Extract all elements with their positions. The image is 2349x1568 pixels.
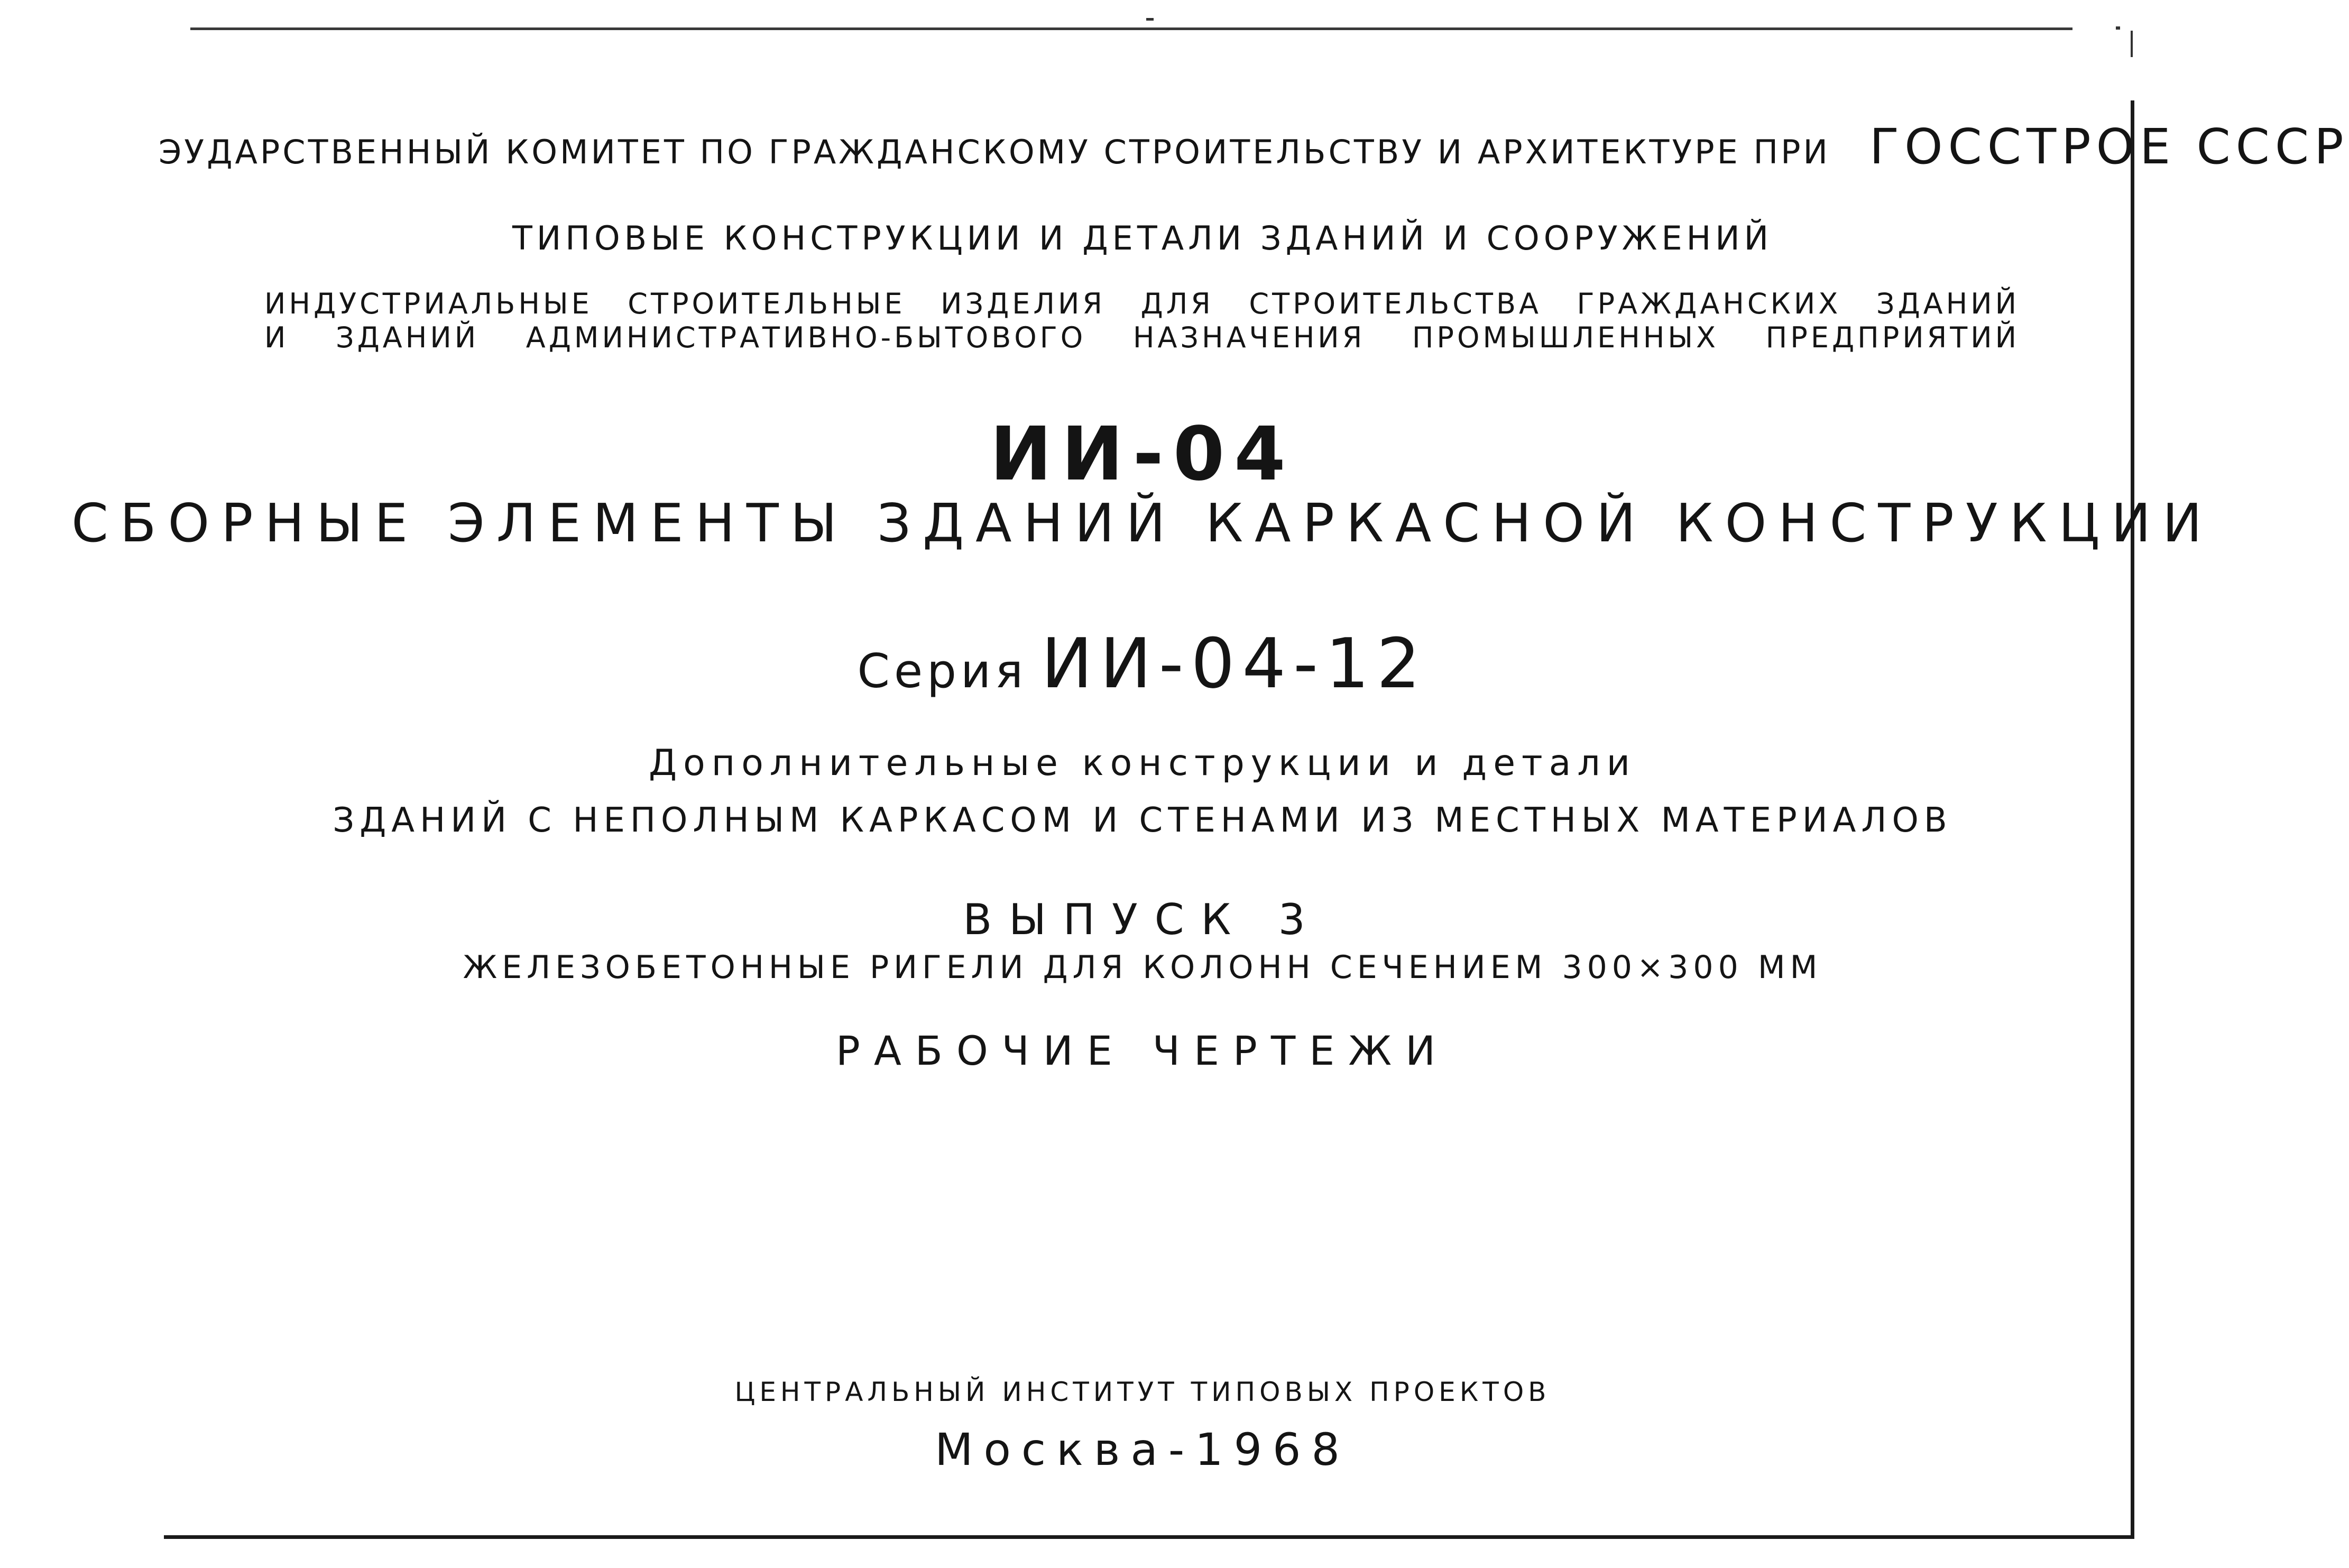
border-tick-mark bbox=[1146, 18, 1154, 21]
series-name: СБОРНЫЕ ЭЛЕМЕНТЫ ЗДАНИЙ КАРКАСНОЙ КОНСТРУКЦИИ bbox=[71, 492, 2214, 554]
publisher-city-year: Москва-1968 bbox=[935, 1424, 1350, 1475]
agency-name: ГОССТРОЕ СССР bbox=[1869, 118, 2349, 175]
document-type: РАБОЧИЕ ЧЕРТЕЖИ bbox=[835, 1027, 1450, 1074]
purpose-line-1: ИНДУСТРИАЛЬНЫЕ СТРОИТЕЛЬНЫЕ ИЗДЕЛИЯ ДЛЯ СТРОИТЕЛЬСТВА ГРАЖДАНСКИХ ЗДАНИЙ bbox=[264, 287, 2020, 320]
subtitle-line-1: Дополнительные конструкции и детали bbox=[649, 742, 1636, 784]
agency-heading bbox=[159, 118, 2349, 175]
purpose-line-2: И ЗДАНИЙ АДМИНИСТРАТИВНО-БЫТОВОГО НАЗНАЧЕНИЯ ПРОМЫШЛЕННЫХ ПРЕДПРИЯТИЙ bbox=[264, 321, 2020, 354]
sub-series-prefix: Серия bbox=[857, 644, 1028, 698]
series-code: ИИ-04 bbox=[990, 411, 1295, 497]
sub-series-code: ИИ-04-12 bbox=[1041, 623, 1428, 704]
issue-label: ВЫПУСК 3 bbox=[963, 895, 1322, 944]
agency-prefix: ЭУДАРСТВЕННЫЙ КОМИТЕТ ПО ГРАЖДАНСКОМУ СТРОИТЕЛЬСТВУ И АРХИТЕКТУРЕ ПРИ bbox=[159, 133, 1830, 171]
bottom-border-line bbox=[164, 1535, 2134, 1539]
border-tick-mark bbox=[2131, 31, 2133, 57]
sub-series-heading bbox=[0, 623, 2285, 704]
issue-description: ЖЕЛЕЗОБЕТОННЫЕ РИГЕЛИ ДЛЯ КОЛОНН СЕЧЕНИЕМ 300×300 ММ bbox=[463, 949, 1822, 986]
publisher-institute: ЦЕНТРАЛЬНЫЙ ИНСТИТУТ ТИПОВЫХ ПРОЕКТОВ bbox=[734, 1377, 1551, 1407]
border-tick-mark bbox=[2116, 26, 2120, 30]
top-border-line bbox=[190, 27, 2072, 30]
collection-title: ТИПОВЫЕ КОНСТРУКЦИИ И ДЕТАЛИ ЗДАНИЙ И СООРУЖЕНИЙ bbox=[512, 219, 1773, 257]
subtitle-line-2: ЗДАНИЙ С НЕПОЛНЫМ КАРКАСОМ И СТЕНАМИ ИЗ МЕСТНЫХ МАТЕРИАЛОВ bbox=[333, 801, 1952, 840]
